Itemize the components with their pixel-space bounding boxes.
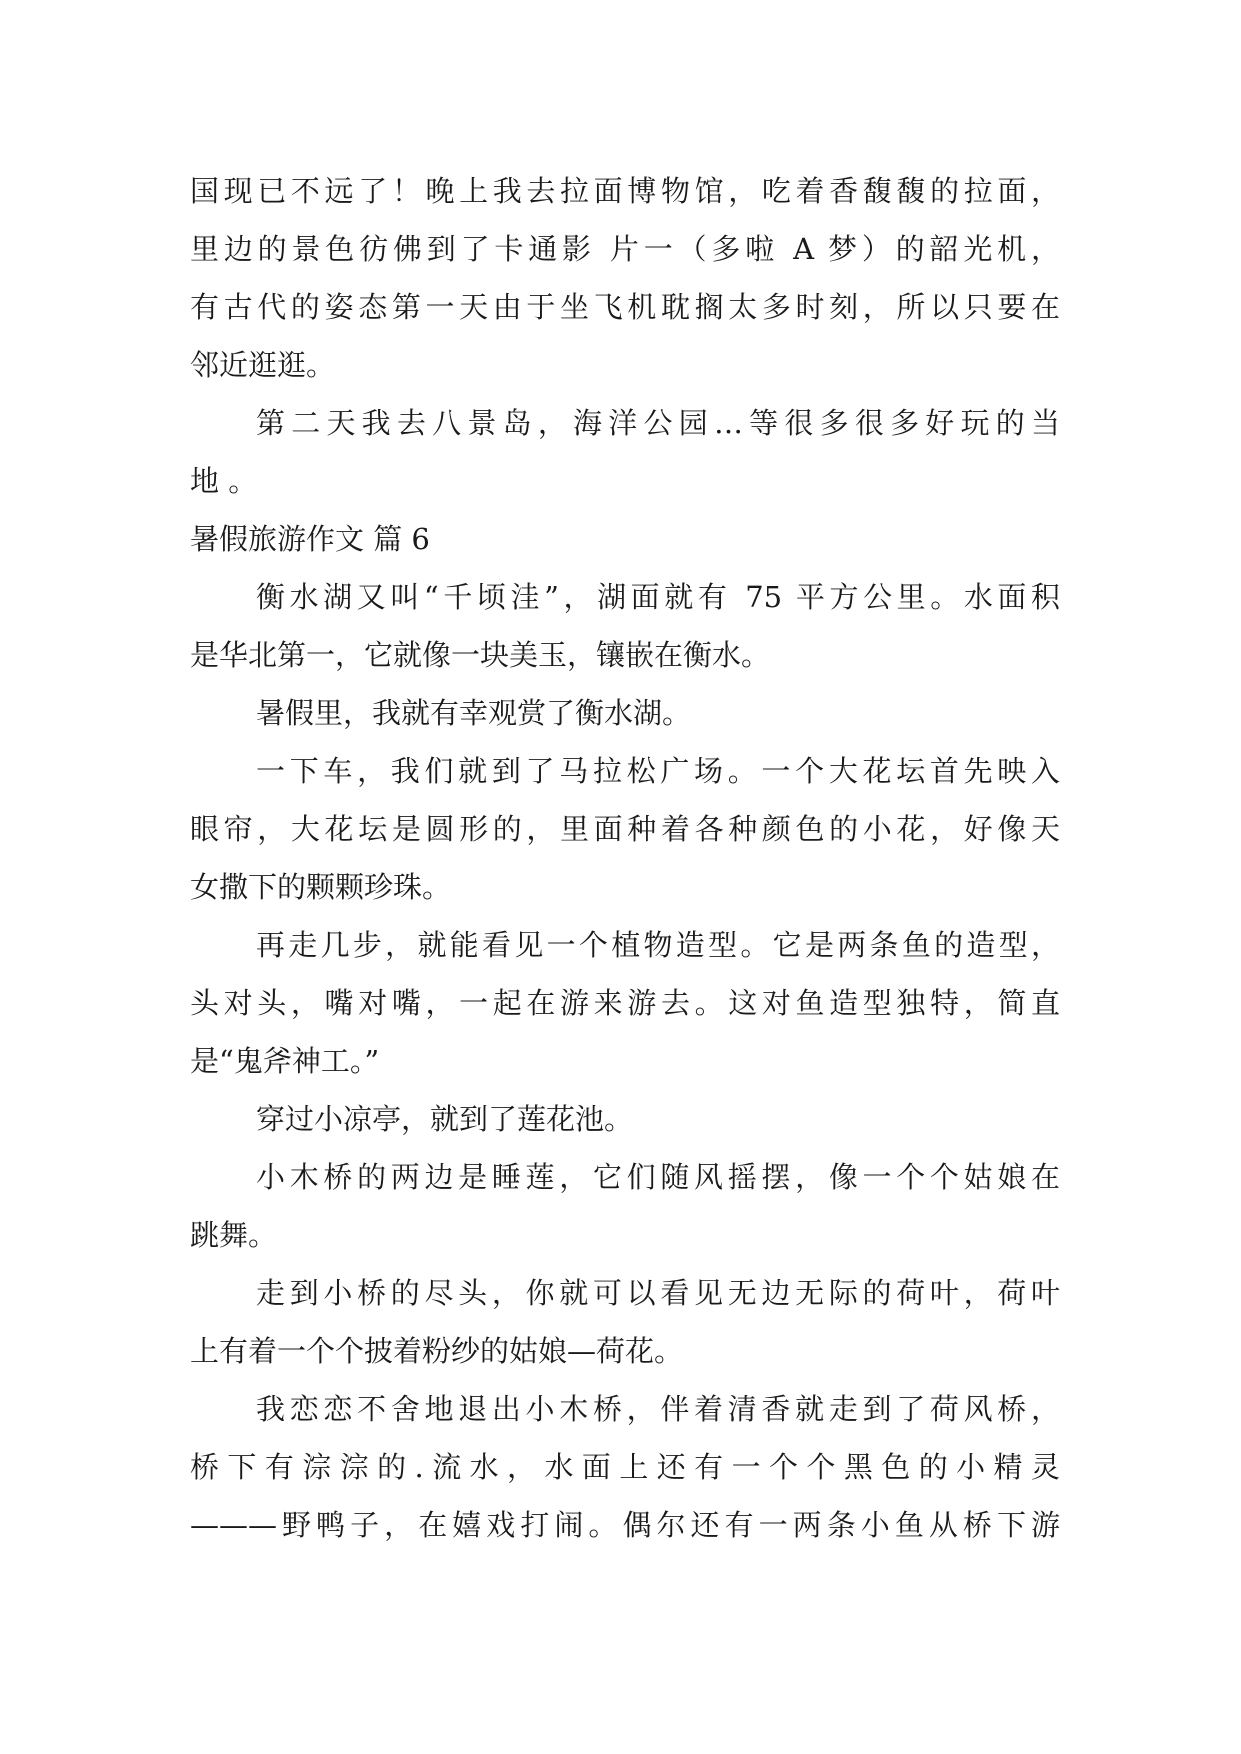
text-line: 小木桥的两边是睡莲，它们随风摇摆，像一个个姑娘在 <box>256 1160 1060 1194</box>
text-line: 邻近逛逛。 <box>190 348 336 382</box>
text-line: 桥下有淙淙的.流水，水面上还有一个个黑色的小精灵 <box>190 1450 1060 1484</box>
text-line: 一下车，我们就到了马拉松广场。一个大花坛首先映入 <box>256 754 1060 788</box>
text-line: 再走几步，就能看见一个植物造型。它是两条鱼的造型， <box>256 928 1060 962</box>
text-line: 眼帘，大花坛是圆形的，里面种着各种颜色的小花，好像天 <box>190 812 1060 846</box>
document-body <box>190 162 1060 1554</box>
text-line: 是华北第一，它就像一块美玉，镶嵌在衡水。 <box>190 638 771 672</box>
text-line: 女撒下的颗颗珍珠。 <box>190 870 452 904</box>
text-line: 我恋恋不舍地退出小木桥，伴着清香就走到了荷风桥， <box>256 1392 1060 1426</box>
text-line: 第二天我去八景岛，海洋公园…等很多很多好玩的当 <box>256 406 1060 440</box>
text-line: 里边的景色彷佛到了卡通影 片一（多啦 A 梦）的韶光机， <box>190 232 1060 266</box>
text-line: 国现已不远了！晚上我去拉面博物馆，吃着香馥馥的拉面， <box>190 174 1060 208</box>
section-heading: 暑假旅游作文 篇 6 <box>190 522 430 556</box>
text-line: 头对头，嘴对嘴，一起在游来游去。这对鱼造型独特，简直 <box>190 986 1060 1020</box>
text-line: 跳舞。 <box>190 1218 278 1252</box>
text-line: 衡水湖又叫“千顷洼”，湖面就有 75 平方公里。水面积 <box>256 580 1060 614</box>
text-line: 是“鬼斧神工。” <box>190 1044 380 1078</box>
text-line: ———野鸭子，在嬉戏打闹。偶尔还有一两条小鱼从桥下游 <box>190 1508 1060 1542</box>
text-line: 暑假里，我就有幸观赏了衡水湖。 <box>256 696 692 730</box>
text-line: 走到小桥的尽头，你就可以看见无边无际的荷叶，荷叶 <box>256 1276 1060 1310</box>
text-line: 上有着一个个披着粉纱的姑娘—荷花。 <box>190 1334 684 1368</box>
text-line: 地 。 <box>190 464 258 498</box>
text-line: 穿过小凉亭，就到了莲花池。 <box>256 1102 634 1136</box>
text-line: 有古代的姿态第一天由于坐飞机耽搁太多时刻，所以只要在 <box>190 290 1060 324</box>
